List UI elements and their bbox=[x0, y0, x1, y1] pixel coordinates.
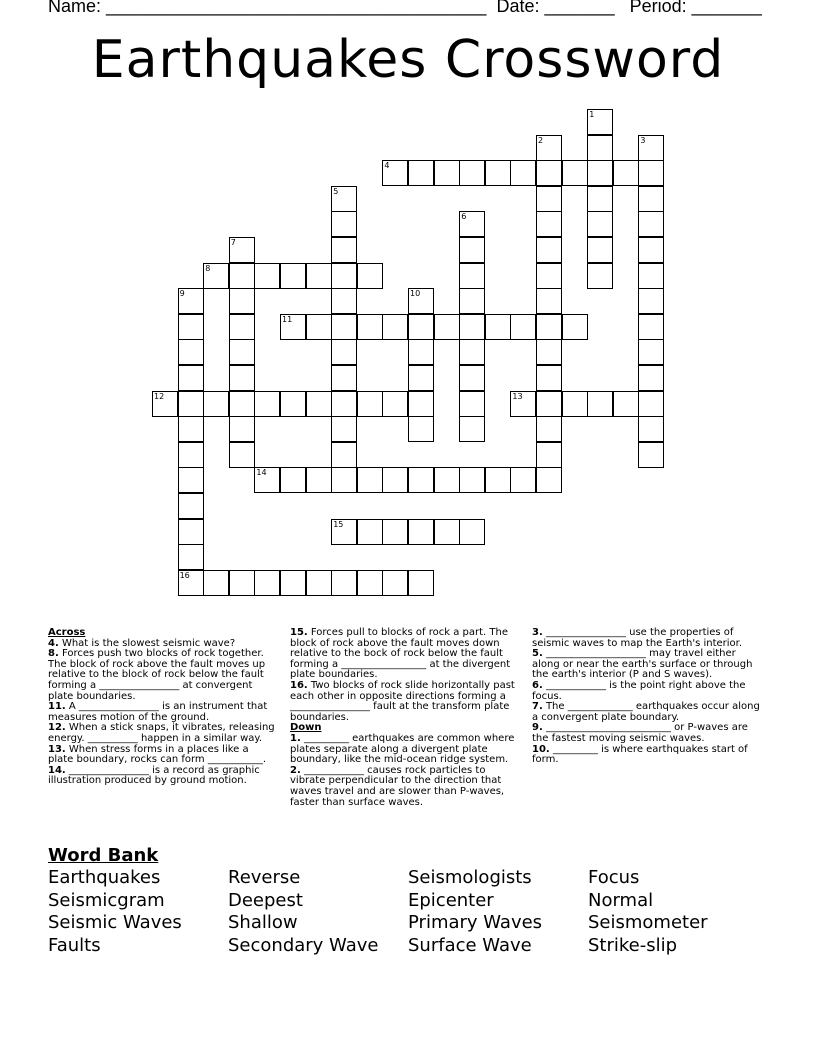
grid-cell[interactable] bbox=[536, 365, 562, 391]
grid-cell[interactable] bbox=[587, 135, 613, 161]
clue-across-15: 15. Forces pull to blocks of rock a part. The block of rock above the fault moves down relative to the bock of rock below the fault forming a _________________ at the divergent plate boundaries. bbox=[290, 627, 511, 681]
name-blank[interactable]: ______________________________________ bbox=[106, 0, 487, 16]
grid-cell[interactable] bbox=[229, 288, 255, 314]
grid-cell[interactable] bbox=[178, 416, 204, 442]
clue-number: 7 bbox=[230, 238, 236, 247]
word-bank-item: Focus bbox=[588, 867, 640, 888]
grid-cell[interactable] bbox=[408, 339, 434, 365]
grid-cell[interactable] bbox=[382, 467, 408, 493]
grid-cell[interactable] bbox=[357, 570, 383, 596]
grid-cell[interactable] bbox=[331, 467, 357, 493]
grid-cell[interactable] bbox=[306, 314, 332, 340]
grid-cell[interactable] bbox=[229, 237, 255, 263]
clue-across-11: 11. A ________________ is an instrument that measures motion of the ground. bbox=[48, 701, 268, 723]
clue-down-2: 2. ____________ causes rock particles to vibrate perpendicular to the direction that waves travel and are slower than P-waves, faster than surface waves. bbox=[290, 764, 505, 808]
grid-cell[interactable] bbox=[357, 467, 383, 493]
clue-number: 4 bbox=[384, 161, 390, 171]
grid-cell[interactable] bbox=[510, 314, 536, 340]
grid-cell[interactable] bbox=[459, 416, 485, 442]
grid-cell[interactable] bbox=[331, 391, 357, 417]
clue-down-3: 3. ________________ use the properties of seismic waves to map the Earth's interior. bbox=[532, 627, 743, 649]
grid-cell[interactable] bbox=[562, 391, 588, 417]
clue-number: 11 bbox=[282, 314, 293, 324]
grid-cell[interactable] bbox=[638, 135, 664, 161]
grid-cell[interactable] bbox=[459, 288, 485, 314]
word-bank-item: Strike-slip bbox=[588, 934, 678, 956]
grid-cell[interactable] bbox=[178, 288, 204, 314]
grid-cell[interactable] bbox=[408, 160, 434, 186]
grid-cell[interactable] bbox=[331, 339, 357, 365]
grid-cell[interactable] bbox=[587, 160, 613, 186]
grid-cell[interactable] bbox=[331, 288, 357, 314]
grid-cell[interactable] bbox=[638, 442, 664, 468]
grid-cell[interactable] bbox=[638, 314, 664, 340]
clue-number: 6 bbox=[461, 212, 467, 222]
clues-column-2 bbox=[290, 628, 522, 808]
grid-cell[interactable] bbox=[280, 570, 306, 596]
grid-cell[interactable] bbox=[178, 339, 204, 365]
grid-cell[interactable] bbox=[510, 467, 536, 493]
clue-number: 3 bbox=[640, 135, 646, 145]
clue-down-9: 9. _________________________ or P-waves are the fastest moving seismic waves. bbox=[532, 722, 748, 744]
grid-cell[interactable] bbox=[229, 391, 255, 417]
grid-cell[interactable] bbox=[434, 467, 460, 493]
grid-cell[interactable] bbox=[638, 391, 664, 417]
grid-cell[interactable] bbox=[382, 570, 408, 596]
grid-cell[interactable] bbox=[178, 544, 204, 570]
grid-cell[interactable] bbox=[536, 314, 562, 340]
grid-cell[interactable] bbox=[562, 314, 588, 340]
clue-down-6: 6. ____________ is the point right above the focus. bbox=[532, 679, 746, 702]
grid-cell[interactable] bbox=[613, 160, 639, 186]
grid-cell[interactable] bbox=[254, 570, 280, 596]
word-bank-item: Shallow bbox=[228, 912, 298, 934]
grid-cell[interactable] bbox=[382, 160, 408, 186]
grid-cell[interactable] bbox=[331, 186, 357, 212]
grid-cell[interactable] bbox=[638, 416, 664, 442]
grid-cell[interactable] bbox=[638, 186, 664, 212]
across-heading: Across bbox=[48, 627, 86, 638]
word-bank-item: Secondary Wave bbox=[228, 934, 379, 956]
name-label: Name: bbox=[48, 0, 102, 16]
grid-cell[interactable] bbox=[306, 570, 332, 596]
grid-cell[interactable] bbox=[459, 339, 485, 365]
word-bank-item: Deepest bbox=[228, 889, 303, 911]
grid-cell[interactable] bbox=[638, 365, 664, 391]
grid-cell[interactable] bbox=[638, 211, 664, 237]
grid-cell[interactable] bbox=[203, 570, 229, 596]
grid-cell[interactable] bbox=[254, 263, 280, 289]
grid-cell[interactable] bbox=[203, 263, 229, 289]
grid-cell[interactable] bbox=[536, 391, 562, 417]
grid-cell[interactable] bbox=[536, 339, 562, 365]
grid-cell[interactable] bbox=[306, 391, 332, 417]
grid-cell[interactable] bbox=[434, 519, 460, 545]
clue-number: 13 bbox=[512, 391, 523, 401]
grid-cell[interactable] bbox=[382, 314, 408, 340]
grid-cell[interactable] bbox=[178, 467, 204, 493]
word-bank-item: Seismic Waves bbox=[48, 912, 182, 934]
grid-cell[interactable] bbox=[408, 570, 434, 596]
grid-cell[interactable] bbox=[459, 237, 485, 263]
word-bank-item: Seismologists bbox=[408, 867, 532, 888]
word-bank-item: Surface Wave bbox=[408, 934, 532, 956]
grid-cell[interactable] bbox=[459, 519, 485, 545]
grid-cell[interactable] bbox=[178, 493, 204, 519]
grid-cell[interactable] bbox=[408, 467, 434, 493]
grid-cell[interactable] bbox=[229, 263, 255, 289]
clue-number: 14 bbox=[256, 468, 267, 478]
word-bank-item: Faults bbox=[48, 934, 101, 956]
grid-cell[interactable] bbox=[306, 467, 332, 493]
clue-across-8: 8. Forces push two blocks of rock together. The block of rock above the fault moves up relative to the block of rock below the fault forming a ________________ at convergent plate boundaries. bbox=[48, 648, 266, 702]
grid-cell[interactable] bbox=[408, 314, 434, 340]
grid-cell[interactable] bbox=[536, 211, 562, 237]
grid-cell[interactable] bbox=[587, 109, 613, 135]
clue-number: 10 bbox=[410, 289, 421, 299]
grid-cell[interactable] bbox=[357, 391, 383, 417]
clue-number: 12 bbox=[154, 391, 165, 401]
grid-cell[interactable] bbox=[229, 339, 255, 365]
grid-cell[interactable] bbox=[562, 160, 588, 186]
grid-cell[interactable] bbox=[536, 160, 562, 186]
grid-cell[interactable] bbox=[536, 416, 562, 442]
grid-cell[interactable] bbox=[331, 314, 357, 340]
grid-cell[interactable] bbox=[638, 288, 664, 314]
grid-cell[interactable] bbox=[229, 314, 255, 340]
clue-down-10: 10. _________ is where earthquakes start of form. bbox=[532, 743, 748, 766]
clue-across-4: 4. What is the slowest seismic wave? bbox=[48, 637, 236, 649]
clue-across-16: 16. Two blocks of rock slide horizontally past each other in opposite directions forming a ________________ fault at the transform plate boundaries. bbox=[290, 679, 515, 723]
grid-cell[interactable] bbox=[280, 314, 306, 340]
grid-cell[interactable] bbox=[434, 314, 460, 340]
grid-cell[interactable] bbox=[485, 467, 511, 493]
grid-cell[interactable] bbox=[459, 314, 485, 340]
grid-cell[interactable] bbox=[331, 570, 357, 596]
grid-cell[interactable] bbox=[459, 467, 485, 493]
grid-cell[interactable] bbox=[229, 416, 255, 442]
grid-cell[interactable] bbox=[459, 365, 485, 391]
grid-cell[interactable] bbox=[229, 442, 255, 468]
grid-cell[interactable] bbox=[638, 263, 664, 289]
grid-cell[interactable] bbox=[459, 391, 485, 417]
clue-number: 16 bbox=[179, 570, 190, 580]
grid-cell[interactable] bbox=[459, 211, 485, 237]
grid-cell[interactable] bbox=[229, 570, 255, 596]
grid-cell[interactable] bbox=[587, 186, 613, 212]
grid-cell[interactable] bbox=[459, 160, 485, 186]
grid-cell[interactable] bbox=[178, 391, 204, 417]
word-bank-item: Primary Waves bbox=[408, 912, 543, 934]
grid-cell[interactable] bbox=[178, 314, 204, 340]
clue-across-14: 14. ________________ is a record as graphic illustration produced by ground motion. bbox=[48, 764, 260, 787]
grid-cell[interactable] bbox=[587, 237, 613, 263]
word-bank-item: Earthquakes bbox=[48, 867, 161, 888]
clue-down-5: 5. ____________________ may travel either along or near the earth's surface or through the earth's interior (P and S waves). bbox=[532, 648, 753, 681]
word-bank-item: Seismicgram bbox=[48, 889, 165, 911]
grid-cell[interactable] bbox=[408, 391, 434, 417]
grid-cell[interactable] bbox=[357, 263, 383, 289]
grid-cell[interactable] bbox=[536, 135, 562, 161]
grid-cell[interactable] bbox=[587, 391, 613, 417]
grid-cell[interactable] bbox=[408, 288, 434, 314]
grid-cell[interactable] bbox=[254, 467, 280, 493]
grid-cell[interactable] bbox=[434, 160, 460, 186]
clue-number: 15 bbox=[333, 519, 344, 529]
clues-column-1 bbox=[48, 628, 276, 787]
grid-cell[interactable] bbox=[382, 519, 408, 545]
grid-cell[interactable] bbox=[485, 314, 511, 340]
grid-cell[interactable] bbox=[485, 160, 511, 186]
grid-cell[interactable] bbox=[408, 519, 434, 545]
grid-cell[interactable] bbox=[280, 467, 306, 493]
grid-cell[interactable] bbox=[331, 211, 357, 237]
grid-cell[interactable] bbox=[178, 442, 204, 468]
grid-cell[interactable] bbox=[331, 519, 357, 545]
clue-across-13: 13. When stress forms in a places like a plate boundary, rocks can form ___________. bbox=[48, 743, 267, 766]
clue-down-7: 7. The _____________ earthquakes occur along a convergent plate boundary. bbox=[532, 701, 760, 723]
grid-cell[interactable] bbox=[638, 160, 664, 186]
word-bank-item: Seismometer bbox=[588, 912, 708, 934]
word-bank-item: Reverse bbox=[228, 867, 301, 888]
grid-cell[interactable] bbox=[331, 365, 357, 391]
grid-cell[interactable] bbox=[408, 365, 434, 391]
clues-column-3 bbox=[532, 628, 764, 766]
grid-cell[interactable] bbox=[510, 391, 536, 417]
grid-cell[interactable] bbox=[280, 391, 306, 417]
clue-number: 5 bbox=[333, 186, 339, 196]
clue-number: 2 bbox=[538, 135, 544, 145]
grid-cell[interactable] bbox=[357, 314, 383, 340]
period-blank[interactable]: _______ bbox=[691, 0, 762, 16]
grid-cell[interactable] bbox=[331, 237, 357, 263]
clue-number: 8 bbox=[205, 263, 211, 273]
grid-cell[interactable] bbox=[536, 288, 562, 314]
grid-cell[interactable] bbox=[357, 519, 383, 545]
word-bank bbox=[48, 867, 768, 957]
clue-down-1: 1. _________ earthquakes are common where plates separate along a divergent plate boundary, like the mid-ocean ridge system. bbox=[290, 732, 515, 766]
word-bank-item: Normal bbox=[588, 889, 654, 911]
grid-cell[interactable] bbox=[536, 263, 562, 289]
grid-cell[interactable] bbox=[587, 211, 613, 237]
grid-cell[interactable] bbox=[178, 570, 204, 596]
grid-cell[interactable] bbox=[638, 237, 664, 263]
grid-cell[interactable] bbox=[178, 365, 204, 391]
down-heading: Down bbox=[290, 722, 322, 734]
grid-cell[interactable] bbox=[613, 391, 639, 417]
grid-cell[interactable] bbox=[536, 186, 562, 212]
grid-cell[interactable] bbox=[280, 263, 306, 289]
date-blank[interactable]: _______ bbox=[544, 0, 615, 16]
grid-cell[interactable] bbox=[229, 365, 255, 391]
grid-cell[interactable] bbox=[203, 391, 229, 417]
grid-cell[interactable] bbox=[536, 237, 562, 263]
grid-cell[interactable] bbox=[306, 263, 332, 289]
grid-cell[interactable] bbox=[331, 416, 357, 442]
grid-cell[interactable] bbox=[382, 391, 408, 417]
grid-cell[interactable] bbox=[408, 416, 434, 442]
date-label: Date: bbox=[496, 0, 540, 16]
grid-cell[interactable] bbox=[178, 519, 204, 545]
grid-cell[interactable] bbox=[331, 263, 357, 289]
grid-cell[interactable] bbox=[587, 263, 613, 289]
word-bank-heading: Word Bank bbox=[48, 845, 159, 866]
word-bank-item: Epicenter bbox=[408, 889, 494, 911]
clue-across-12: 12. When a stick snaps, it vibrates, releasing energy. __________ happen in a similar way. bbox=[48, 722, 275, 744]
grid-cell[interactable] bbox=[152, 391, 178, 417]
clue-number: 1 bbox=[589, 110, 595, 119]
grid-cell[interactable] bbox=[459, 263, 485, 289]
grid-cell[interactable] bbox=[510, 160, 536, 186]
clue-number: 9 bbox=[179, 289, 185, 299]
grid-cell[interactable] bbox=[254, 391, 280, 417]
grid-cell[interactable] bbox=[331, 442, 357, 468]
grid-cell[interactable] bbox=[638, 339, 664, 365]
grid-cell[interactable] bbox=[536, 467, 562, 493]
page-title: Earthquakes Crossword bbox=[91, 30, 725, 90]
grid-cell[interactable] bbox=[536, 442, 562, 468]
period-label: Period: bbox=[629, 0, 687, 16]
